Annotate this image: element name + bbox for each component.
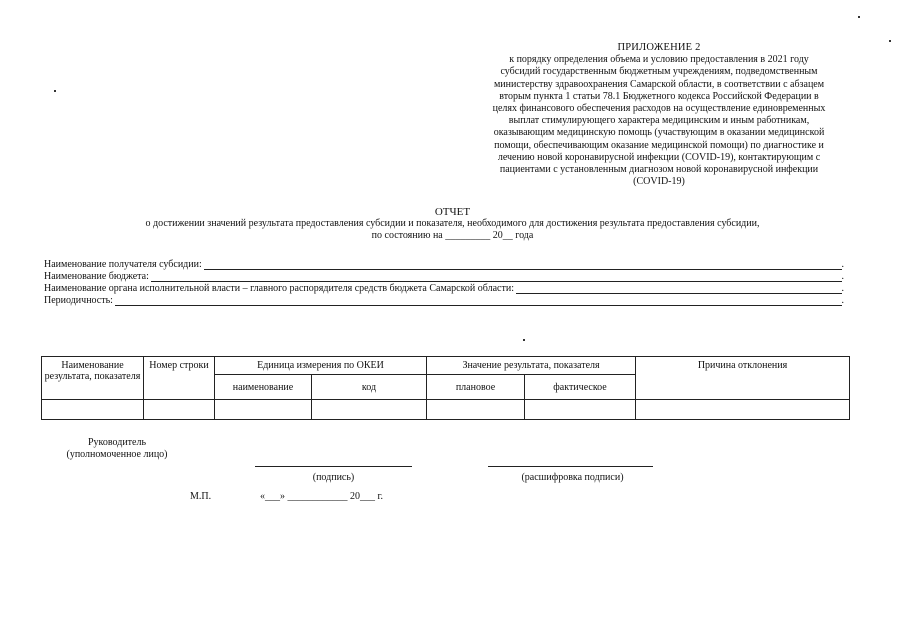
cell-indicator-name[interactable] <box>42 400 144 420</box>
appendix-line-10: (COVID-19) <box>633 176 685 188</box>
report-title: ОТЧЕТ <box>434 206 471 218</box>
header-planned: плановое <box>427 375 525 400</box>
appendix-title: ПРИЛОЖЕНИЕ 2 <box>617 42 701 53</box>
recipient-label: Наименование получателя субсидии: <box>44 259 202 270</box>
appendix-line-5: выплат стимулирующего характера медицинским и иным работникам, <box>508 115 810 127</box>
header-deviation-reason: Причина отклонения <box>636 357 850 400</box>
periodicity-input-line[interactable] <box>115 295 842 306</box>
cell-row-number[interactable] <box>144 400 215 420</box>
cell-okei-name[interactable] <box>215 400 312 420</box>
cell-planned[interactable] <box>427 400 525 420</box>
report-date-line: по состоянию на _________ 20__ года <box>371 230 534 241</box>
appendix-line-8: лечению новой коронавирусной инфекции (COVID-19), контактирующим с <box>497 151 821 163</box>
stamp-label: М.П. <box>190 491 212 502</box>
appendix-line-1: субсидий государственным бюджетным учреждениям, подведомственным <box>500 66 818 78</box>
appendix-line-0: к порядку определения объема и условию предоставления в 2021 году <box>509 54 809 66</box>
head-label-line1: Руководитель <box>87 437 147 448</box>
header-value: Значение результата, показателя <box>427 357 636 375</box>
report-subtitle: о достижении значений результата предоставления субсидии и показателя, необходимого для достижения результата предоставления субсидии, <box>145 218 760 229</box>
appendix-line-4: целях финансового обеспечения расходов на осуществление единовременных <box>492 103 826 115</box>
scan-speck <box>889 40 891 42</box>
signature-caption: (подпись) <box>312 472 355 483</box>
appendix-line-3: вторым пункта 1 статьи 78.1 Бюджетного кодекса Российской Федерации в <box>499 90 819 102</box>
periodicity-end: . <box>841 295 844 306</box>
authority-label: Наименование органа исполнительной власти – главного распорядителя средств бюджета Самарской области: <box>44 283 514 294</box>
authority-end: . <box>841 283 844 294</box>
recipient-end: . <box>841 259 844 270</box>
cell-okei-code[interactable] <box>312 400 427 420</box>
report-table <box>41 356 850 420</box>
scan-speck <box>858 16 860 18</box>
signature-decode-caption: (расшифровка подписи) <box>521 472 624 483</box>
appendix-line-6: оказывающим медицинскую помощь (участвующим в оказании медицинской <box>493 127 825 139</box>
appendix-line-9: пациентами с установленным диагнозом новой коронавирусной инфекции <box>499 164 819 176</box>
cell-deviation-reason[interactable] <box>636 400 850 420</box>
head-label-line2: (уполномоченное лицо) <box>66 449 168 460</box>
signature-decode-line[interactable] <box>488 466 653 467</box>
head-label <box>47 437 187 461</box>
budget-end: . <box>841 271 844 282</box>
scan-speck <box>54 90 56 92</box>
scan-speck <box>523 339 525 341</box>
header-row-number: Номер строки <box>144 357 215 400</box>
appendix-line-7: помощи, обеспечивающим оказание медицинской помощи) по диагностике и <box>494 139 824 151</box>
date-field[interactable]: «___» ____________ 20___ г. <box>260 491 383 502</box>
table-row[interactable] <box>42 400 850 420</box>
header-okei-code: код <box>312 375 427 400</box>
signature-line[interactable] <box>255 466 412 467</box>
budget-label: Наименование бюджета: <box>44 271 149 282</box>
report-subtitle-block <box>0 218 905 242</box>
header-actual: фактическое <box>525 375 636 400</box>
table-header-row <box>42 357 850 375</box>
header-indicator-name: Наименование результата, показателя <box>42 357 144 400</box>
header-okei-name: наименование <box>215 375 312 400</box>
appendix-line-2: министерству здравоохранения Самарской области, в соответствии с абзацем <box>493 78 825 90</box>
appendix-header <box>478 42 840 188</box>
periodicity-label: Периодичность: <box>44 295 113 306</box>
periodicity-field[interactable] <box>44 293 844 306</box>
header-okei: Единица измерения по ОКЕИ <box>215 357 427 375</box>
cell-actual[interactable] <box>525 400 636 420</box>
